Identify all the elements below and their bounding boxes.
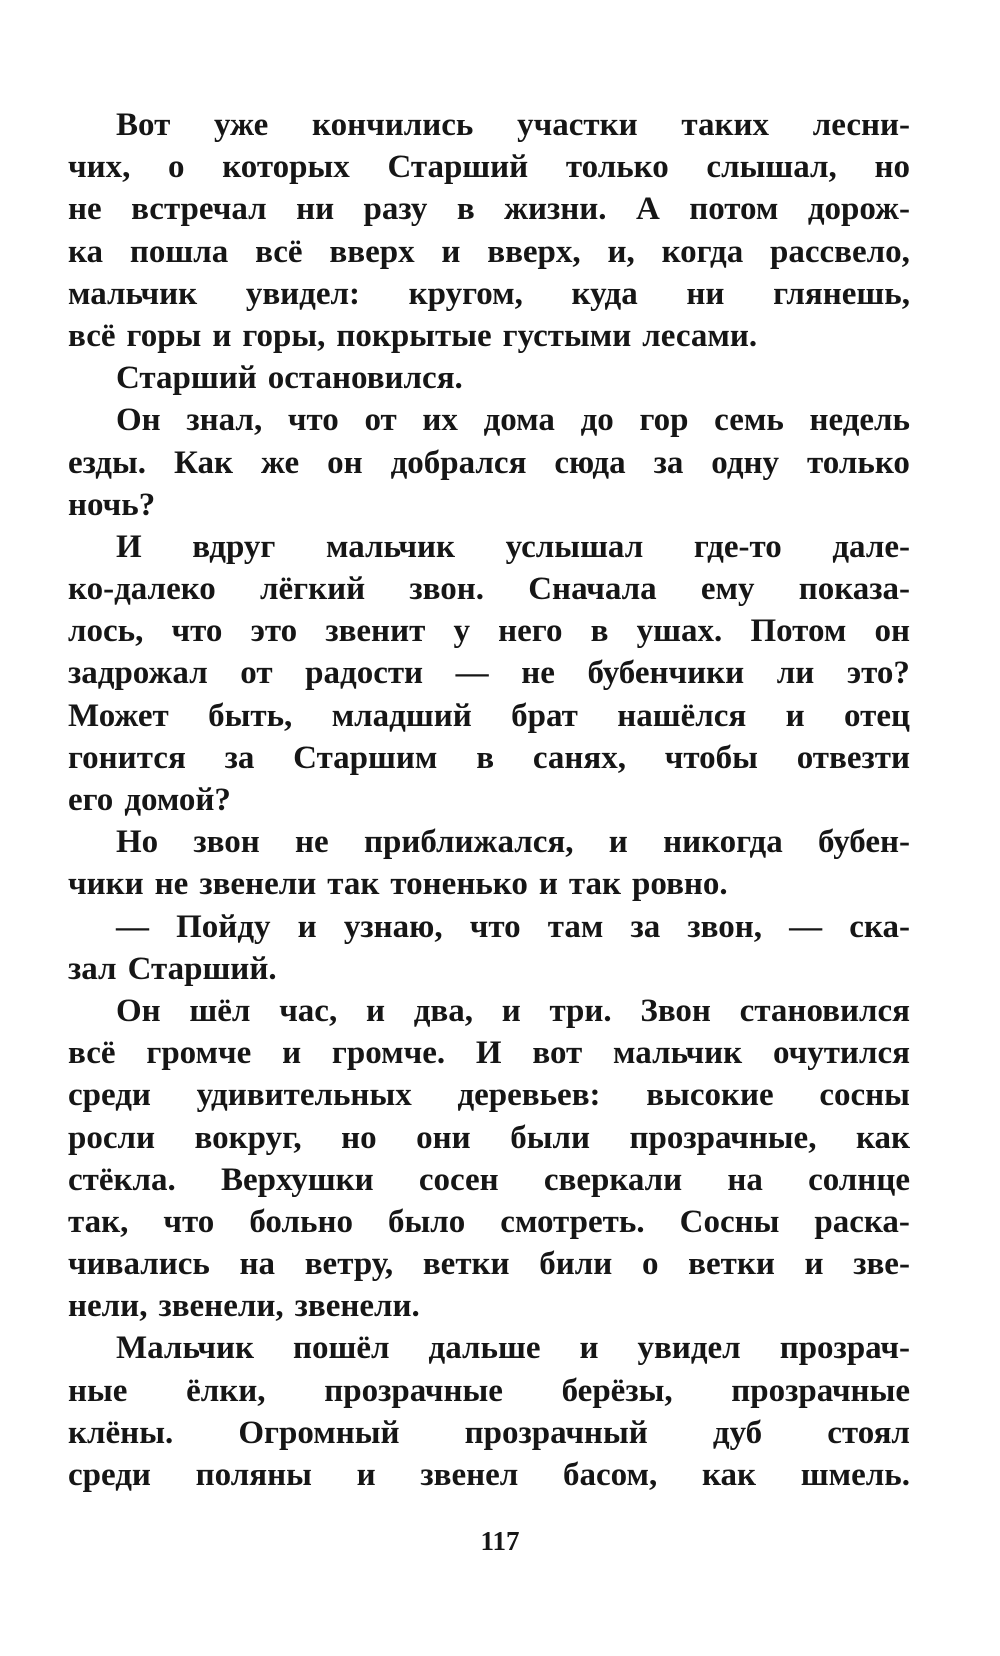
word: очутился: [772, 1035, 910, 1072]
word: тоненько: [390, 866, 528, 903]
word: становился: [739, 992, 910, 1029]
word: но: [874, 149, 910, 186]
word: ровно.: [632, 866, 728, 903]
word: поляны: [195, 1457, 312, 1493]
word: горы: [126, 317, 202, 354]
word: высокие: [646, 1077, 774, 1114]
text-line: [68, 1454, 910, 1496]
word: берёзы,: [561, 1372, 673, 1409]
text-line: [68, 990, 910, 1032]
word: —: [116, 908, 149, 945]
word: Но: [116, 824, 159, 861]
word: Он: [116, 992, 161, 1029]
word: в: [590, 613, 609, 650]
word: прозрачные: [731, 1372, 910, 1409]
word: ли: [776, 655, 815, 692]
word: но: [341, 1119, 377, 1156]
word: радости: [305, 655, 424, 692]
word: встречал: [131, 191, 267, 228]
word: куда: [571, 275, 638, 312]
text-line: [68, 1243, 910, 1285]
word: нели,: [68, 1288, 148, 1325]
word: там: [547, 908, 604, 945]
word: мальчик: [325, 528, 456, 565]
word: отец: [844, 697, 910, 734]
word: на: [727, 1161, 763, 1198]
word: в: [456, 191, 475, 228]
page-number: 117: [480, 1526, 520, 1556]
word: сосен: [418, 1161, 499, 1198]
text-line: [68, 526, 910, 568]
word: больно: [249, 1203, 353, 1240]
word: Сначала: [528, 571, 657, 608]
word: рассвело,: [770, 233, 910, 270]
text-line: [68, 484, 910, 526]
word: ка: [68, 233, 104, 270]
word: —: [455, 655, 489, 692]
text-line: [68, 568, 910, 610]
word: ему: [700, 571, 755, 608]
word: и: [365, 992, 385, 1029]
word: было: [387, 1203, 466, 1240]
word: вокруг,: [194, 1119, 302, 1156]
word: только: [807, 444, 910, 481]
text-line: [68, 188, 910, 230]
word: гонится: [68, 739, 186, 776]
word: же: [260, 444, 300, 481]
word: деревьев:: [457, 1077, 601, 1114]
word: прозрач-: [779, 1330, 910, 1367]
word: три.: [549, 992, 612, 1029]
word: младший: [331, 697, 472, 734]
word: и: [282, 1035, 302, 1072]
word: и,: [607, 233, 635, 270]
word: он: [327, 444, 363, 481]
word: прозрачные,: [629, 1119, 817, 1156]
word: удивительных: [196, 1077, 412, 1114]
word: звон,: [687, 908, 763, 945]
word: узнаю,: [343, 908, 443, 945]
word: недель: [809, 402, 910, 439]
word: зве-: [853, 1246, 910, 1283]
word: так,: [68, 1203, 129, 1240]
word: звенели.: [294, 1288, 420, 1325]
word: как: [855, 1119, 910, 1156]
text-line: [68, 610, 910, 652]
word: мальчик: [68, 275, 198, 312]
word: и: [579, 1330, 599, 1367]
word: за: [224, 739, 255, 776]
word: это?: [846, 655, 910, 692]
text-line: [68, 652, 910, 694]
word: звенели,: [158, 1288, 284, 1325]
word: вот: [532, 1035, 583, 1072]
text-line: [68, 779, 910, 821]
word: участки: [517, 107, 638, 143]
word: шёл: [189, 992, 251, 1029]
word: Потом: [750, 613, 847, 650]
word: И: [116, 528, 142, 565]
word: солнце: [808, 1161, 910, 1198]
word: шмель.: [800, 1457, 910, 1493]
word: его: [68, 782, 114, 818]
word: не: [68, 191, 102, 228]
word: Он: [116, 402, 161, 439]
word: ни: [686, 275, 725, 312]
word: задрожал: [68, 655, 208, 692]
word: были: [510, 1119, 590, 1156]
word: горы,: [242, 317, 326, 354]
word: звон: [193, 824, 260, 861]
word: ночь?: [68, 486, 156, 523]
text-line: [68, 906, 910, 948]
word: раска-: [814, 1203, 910, 1240]
word: звенели: [199, 866, 317, 903]
text-line: [68, 948, 910, 990]
word: дорож-: [807, 191, 910, 228]
word: от: [364, 402, 397, 439]
word: пошла: [129, 233, 229, 270]
word: Как: [174, 444, 234, 481]
word: так: [327, 866, 380, 903]
text-line: [68, 737, 910, 779]
word: езды.: [68, 444, 147, 481]
word: до: [580, 402, 614, 439]
word: клёны.: [68, 1414, 174, 1451]
word: жизни.: [504, 191, 607, 228]
word: Верхушки: [220, 1161, 374, 1198]
word: вверх: [329, 233, 415, 270]
word: добрался: [390, 444, 527, 481]
text-line: [68, 442, 910, 484]
word: Мальчик: [116, 1330, 255, 1367]
word: И: [475, 1035, 502, 1072]
word: никогда: [663, 824, 783, 861]
word: всё: [68, 317, 116, 354]
word: так: [568, 866, 622, 903]
word: одну: [711, 444, 780, 481]
word: ёлки,: [186, 1372, 266, 1409]
word: у: [453, 613, 470, 650]
word: и: [441, 233, 461, 270]
text-line: [68, 1370, 910, 1412]
word: сюда: [554, 444, 626, 481]
word: мальчик: [613, 1035, 743, 1072]
word: увидел: [637, 1330, 741, 1367]
word: бубен-: [817, 824, 910, 861]
text-line: [68, 146, 910, 188]
word: ушах.: [636, 613, 723, 650]
word: били: [539, 1246, 613, 1283]
text-line: [68, 357, 910, 399]
word: увидел:: [245, 275, 360, 312]
word: смотреть.: [500, 1203, 645, 1240]
text-line: [68, 1201, 910, 1243]
word: зал: [68, 950, 117, 987]
word: басом,: [563, 1457, 658, 1493]
word: о: [641, 1246, 659, 1283]
word: Старший: [116, 360, 257, 397]
word: остановился.: [267, 360, 463, 397]
word: и: [538, 866, 558, 903]
text-line: [68, 695, 910, 737]
word: чих,: [68, 149, 131, 186]
word: приближался,: [363, 824, 574, 861]
word: не: [521, 655, 555, 692]
word: слышал,: [706, 149, 837, 186]
word: разу: [363, 191, 428, 228]
word: и: [501, 992, 521, 1029]
word: что: [287, 402, 339, 439]
word: что: [163, 1203, 215, 1240]
word: стоял: [827, 1414, 910, 1451]
word: громче.: [331, 1035, 446, 1072]
text-line: [68, 1412, 910, 1454]
word: дальше: [428, 1330, 541, 1367]
word: потом: [689, 191, 779, 228]
word: покрытые: [336, 317, 492, 354]
word: сверкали: [543, 1161, 683, 1198]
word: всё: [68, 1035, 116, 1072]
word: два,: [413, 992, 473, 1029]
word: пошёл: [293, 1330, 390, 1367]
word: за: [630, 908, 661, 945]
word: Может: [68, 697, 169, 734]
word: что: [171, 613, 223, 650]
word: густыми: [502, 317, 632, 354]
word: только: [565, 149, 669, 186]
text-line: [68, 863, 910, 905]
text-line: [68, 104, 910, 146]
word: чики: [68, 866, 144, 903]
word: вверх,: [487, 233, 581, 270]
word: всё: [255, 233, 303, 270]
word: звенел: [420, 1457, 519, 1493]
text-line: [68, 1074, 910, 1116]
word: Сосны: [679, 1203, 780, 1240]
word: за: [653, 444, 684, 481]
text-line: [68, 1032, 910, 1074]
word: —: [789, 908, 823, 945]
word: час,: [279, 992, 338, 1029]
word: на: [239, 1246, 276, 1283]
word: кончились: [312, 107, 474, 143]
word: среди: [68, 1457, 151, 1493]
text-line: [68, 1327, 910, 1369]
word: их: [422, 402, 458, 439]
word: прозрачные: [324, 1372, 503, 1409]
text-line: [68, 1159, 910, 1201]
text-line: [68, 315, 910, 357]
word: где-то: [693, 528, 782, 565]
word: нашёлся: [617, 697, 747, 734]
word: это: [250, 613, 298, 650]
word: Старший: [387, 149, 529, 186]
word: что: [469, 908, 521, 945]
word: дале-: [832, 528, 910, 565]
word: быть,: [208, 697, 293, 734]
word: санях,: [532, 739, 626, 776]
word: и: [804, 1246, 824, 1283]
word: него: [498, 613, 563, 650]
word: громче: [146, 1035, 252, 1072]
text-line: [68, 1285, 910, 1327]
text-line: [68, 399, 910, 441]
word: и: [356, 1457, 376, 1493]
text-line: [68, 1117, 910, 1159]
word: стёкла.: [68, 1161, 176, 1198]
word: брат: [511, 697, 578, 734]
word: сосны: [819, 1077, 910, 1114]
word: звон.: [409, 571, 485, 608]
word: таких: [681, 107, 769, 143]
word: не: [295, 824, 329, 861]
word: Огромный: [238, 1414, 400, 1451]
word: ска-: [849, 908, 910, 945]
text-line: [68, 273, 910, 315]
word: ветки: [422, 1246, 510, 1283]
word: прозрачный: [464, 1414, 648, 1451]
word: глянешь,: [773, 275, 910, 312]
word: и: [785, 697, 805, 734]
word: не: [154, 866, 189, 903]
word: домой?: [124, 782, 231, 818]
word: кругом,: [408, 275, 523, 312]
word: Старшим: [293, 739, 438, 776]
word: дуб: [712, 1414, 763, 1451]
word: дома: [483, 402, 555, 439]
body-text: [68, 104, 910, 1496]
word: росли: [68, 1119, 156, 1156]
word: услышал: [505, 528, 644, 565]
word: и: [297, 908, 317, 945]
word: бубенчики: [587, 655, 745, 692]
word: ветру,: [304, 1246, 394, 1283]
word: он: [874, 613, 910, 650]
word: и: [212, 317, 232, 354]
word: и: [608, 824, 628, 861]
word: чивались: [68, 1246, 210, 1283]
word: знал,: [186, 402, 263, 439]
text-line: [68, 231, 910, 273]
word: лось,: [68, 613, 144, 650]
word: как: [702, 1457, 757, 1493]
word: чтобы: [664, 739, 758, 776]
word: в: [476, 739, 495, 776]
word: которых: [222, 149, 350, 186]
word: уже: [214, 107, 269, 143]
word: лёгкий: [260, 571, 366, 608]
word: показа-: [798, 571, 910, 608]
word: от: [240, 655, 273, 692]
word: среди: [68, 1077, 151, 1114]
word: Вот: [116, 107, 171, 143]
word: вдруг: [192, 528, 276, 565]
word: отвезти: [796, 739, 910, 776]
word: о: [168, 149, 185, 186]
word: ни: [296, 191, 335, 228]
word: ные: [68, 1372, 128, 1409]
word: когда: [661, 233, 744, 270]
word: Звон: [640, 992, 711, 1029]
word: лесами.: [642, 317, 758, 354]
word: А: [635, 191, 660, 228]
word: семь: [714, 402, 784, 439]
word: гор: [639, 402, 689, 439]
word: Старший.: [127, 950, 277, 987]
word: они: [416, 1119, 471, 1156]
word: звенит: [325, 613, 426, 650]
word: ко-далеко: [68, 571, 216, 608]
word: ветки: [688, 1246, 775, 1283]
word: лесни-: [812, 107, 910, 143]
word: Пойду: [176, 908, 271, 945]
text-line: [68, 821, 910, 863]
